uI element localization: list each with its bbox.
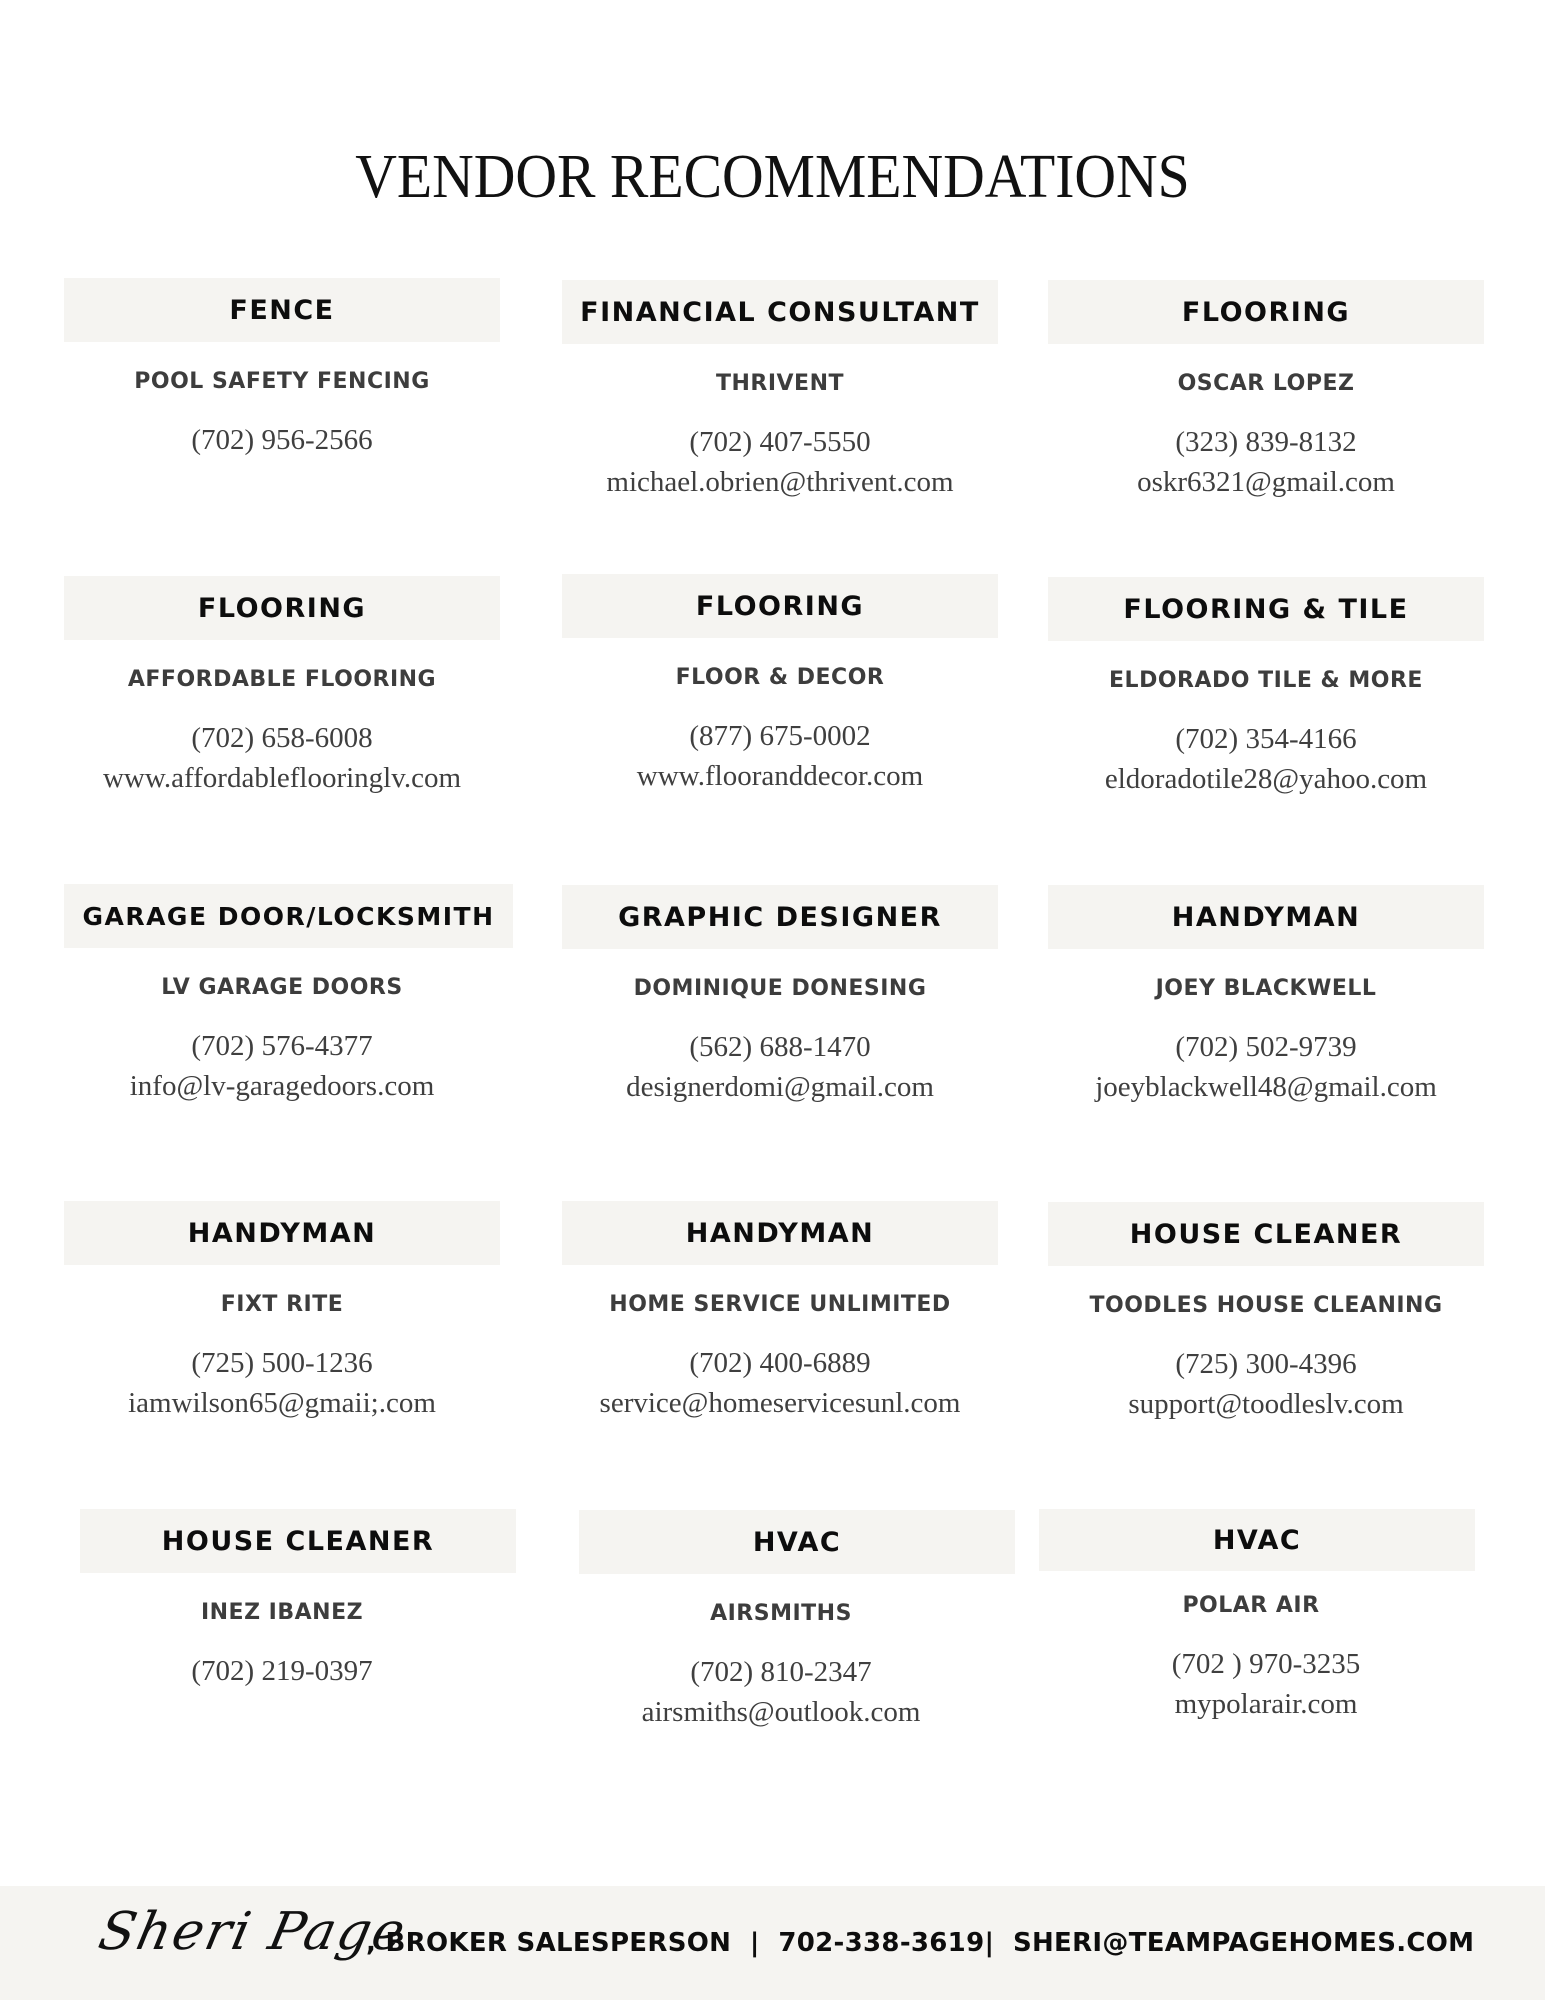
vendor-card <box>1039 1509 1475 1724</box>
vendor-name: DOMINIQUE DONESING <box>633 976 927 1001</box>
vendor-phone[interactable]: (702 ) 970-3235 <box>1171 1648 1361 1680</box>
vendor-name: POLAR AIR <box>1182 1593 1320 1618</box>
vendor-card <box>64 576 500 798</box>
vendor-contact[interactable]: service@homeservicesunl.com <box>599 1387 961 1419</box>
vendor-name: FLOOR & DECOR <box>675 665 885 690</box>
vendor-card <box>1048 577 1484 799</box>
vendor-phone[interactable]: (702) 956-2566 <box>191 424 373 456</box>
vendor-contact[interactable]: support@toodleslv.com <box>1128 1388 1404 1420</box>
vendor-name: HOME SERVICE UNLIMITED <box>609 1292 951 1317</box>
category-label: FLOORING <box>562 574 998 638</box>
vendor-card <box>579 1510 1015 1732</box>
vendor-contact[interactable]: info@lv-garagedoors.com <box>129 1070 435 1102</box>
vendor-name: LV GARAGE DOORS <box>161 975 403 1000</box>
category-label: HANDYMAN <box>64 1201 500 1265</box>
vendor-contact[interactable]: www.flooranddecor.com <box>636 760 924 792</box>
vendor-card <box>562 1201 998 1423</box>
vendor-card <box>562 280 998 502</box>
footer-contact-line: , BROKER SALESPERSON | 702-338-3619| SHERI@TEAMPAGEHOMES.COM <box>366 1928 1475 1958</box>
vendor-name: FIXT RITE <box>220 1292 344 1317</box>
vendor-phone[interactable]: (702) 502-9739 <box>1175 1031 1357 1063</box>
vendor-card <box>1048 1202 1484 1424</box>
vendor-contact[interactable]: joeyblackwell48@gmail.com <box>1095 1071 1437 1103</box>
vendor-contact[interactable]: www.affordableflooringlv.com <box>102 762 462 794</box>
vendor-name: INEZ IBANEZ <box>200 1600 364 1625</box>
vendor-card <box>562 574 998 796</box>
vendor-card <box>1048 280 1484 502</box>
vendor-name: TOODLES HOUSE CLEANING <box>1089 1293 1443 1318</box>
category-label: FENCE <box>64 278 500 342</box>
vendor-phone[interactable]: (877) 675-0002 <box>689 720 871 752</box>
vendor-contact[interactable]: mypolarair.com <box>1174 1688 1358 1720</box>
category-label: HANDYMAN <box>1048 885 1484 949</box>
category-label: HVAC <box>1039 1509 1475 1571</box>
vendor-phone[interactable]: (725) 500-1236 <box>191 1347 373 1379</box>
vendor-name: OSCAR LOPEZ <box>1177 371 1355 396</box>
vendor-contact[interactable]: designerdomi@gmail.com <box>626 1071 934 1103</box>
vendor-card <box>64 278 500 460</box>
vendor-contact[interactable]: iamwilson65@gmaii;.com <box>128 1387 436 1419</box>
vendor-phone[interactable]: (702) 407-5550 <box>689 426 871 458</box>
vendor-phone[interactable]: (702) 810-2347 <box>690 1656 872 1688</box>
vendor-contact[interactable]: oskr6321@gmail.com <box>1137 466 1395 498</box>
category-label: HANDYMAN <box>562 1201 998 1265</box>
vendor-phone[interactable]: (725) 300-4396 <box>1175 1348 1357 1380</box>
vendor-name: JOEY BLACKWELL <box>1155 976 1377 1001</box>
category-label: GRAPHIC DESIGNER <box>562 885 998 949</box>
vendor-card <box>1048 885 1484 1107</box>
category-label: FLOORING <box>64 576 500 640</box>
vendor-card <box>80 1509 516 1691</box>
vendor-phone[interactable]: (323) 839-8132 <box>1175 426 1357 458</box>
vendor-name: ELDORADO TILE & MORE <box>1109 668 1423 693</box>
vendor-contact[interactable]: michael.obrien@thrivent.com <box>606 466 954 498</box>
vendor-phone[interactable]: (702) 400-6889 <box>689 1347 871 1379</box>
category-label: GARAGE DOOR/LOCKSMITH <box>64 884 513 948</box>
vendor-card <box>64 1201 500 1423</box>
category-label: HOUSE CLEANER <box>1048 1202 1484 1266</box>
footer-bar <box>0 1886 1545 2000</box>
vendor-contact[interactable]: airsmiths@outlook.com <box>641 1696 921 1728</box>
vendor-phone[interactable]: (702) 219-0397 <box>191 1655 373 1687</box>
vendor-name: THRIVENT <box>715 371 845 396</box>
vendor-phone[interactable]: (702) 658-6008 <box>191 722 373 754</box>
category-label: HVAC <box>579 1510 1015 1574</box>
category-label: FLOORING <box>1048 280 1484 344</box>
vendor-name: AIRSMITHS <box>710 1601 852 1626</box>
vendor-card <box>562 885 998 1107</box>
vendor-card <box>64 884 513 1106</box>
signature: Sheri Page <box>93 1902 413 1962</box>
vendor-name: AFFORDABLE FLOORING <box>127 667 437 692</box>
category-label: FLOORING & TILE <box>1048 577 1484 641</box>
category-label: HOUSE CLEANER <box>80 1509 516 1573</box>
page-title: VENDOR RECOMMENDATIONS <box>355 142 1190 211</box>
vendor-phone[interactable]: (562) 688-1470 <box>689 1031 871 1063</box>
category-label: FINANCIAL CONSULTANT <box>562 280 998 344</box>
vendor-phone[interactable]: (702) 576-4377 <box>191 1030 373 1062</box>
vendor-phone[interactable]: (702) 354-4166 <box>1175 723 1357 755</box>
vendor-name: POOL SAFETY FENCING <box>134 369 430 394</box>
vendor-contact[interactable]: eldoradotile28@yahoo.com <box>1104 763 1428 795</box>
